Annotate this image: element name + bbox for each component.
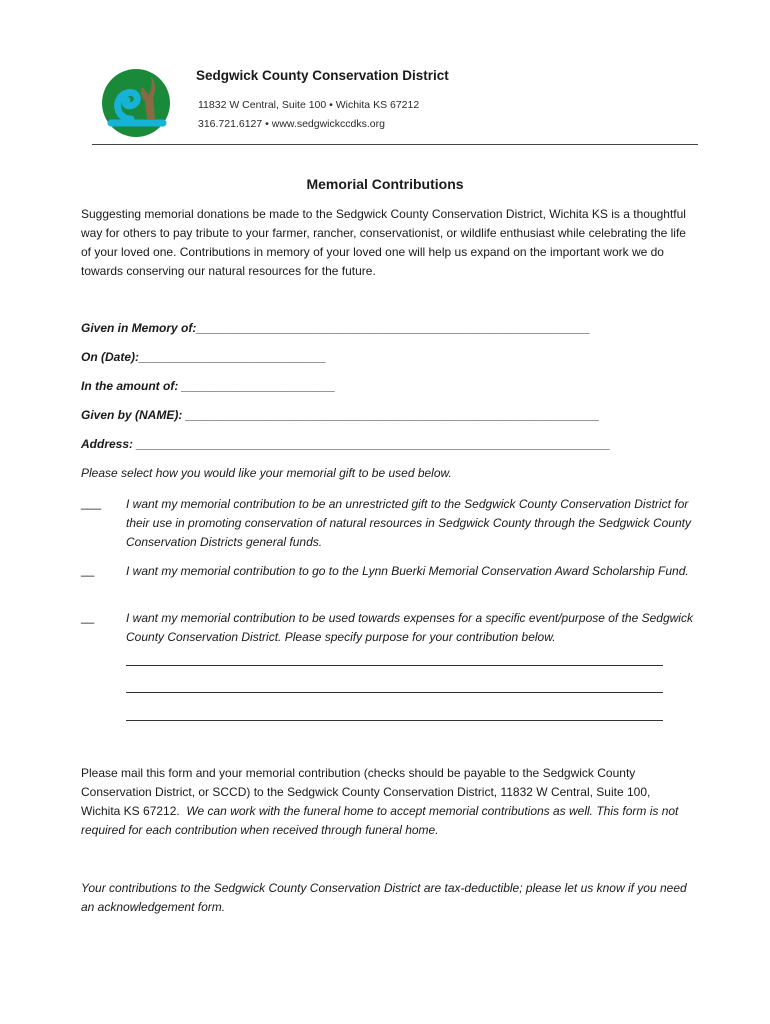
option-1-text: I want my memorial contribution to be an unrestricted gift to the Sedgwick County Conservation District for their use in promoting conservation of natural resources in Sedgwick County through the Sedgwick County Conservation Districts general funds. <box>126 497 691 549</box>
org-contact: 316.721.6127 • www.sedgwickccdks.org <box>198 118 385 130</box>
given-by-name-field[interactable]: Given by (NAME): ______________________________________________________________ <box>81 408 600 422</box>
option-2-text: I want my memorial contribution to go to the Lynn Buerki Memorial Conservation Award Scholarship Fund. <box>126 564 689 578</box>
mail-instructions-italic: We can work with the funeral home to accept memorial contributions as well. This form is not required for each contribution when received through funeral home. <box>81 804 679 837</box>
option-3-text: I want my memorial contribution to be used towards expenses for a specific event/purpose of the Sedgwick County Conservation District. Please specify purpose for your contribution below. <box>126 611 693 644</box>
purpose-line-1[interactable] <box>126 665 663 666</box>
option-1-checkbox[interactable]: ___ <box>81 496 102 510</box>
header-divider <box>92 144 698 145</box>
given-in-memory-field[interactable]: Given in Memory of:___________________________________________________________ <box>81 321 591 335</box>
tax-deductible-note: Your contributions to the Sedgwick County Conservation District are tax-deductible; please let us know if you need an acknowledgement form. <box>81 881 687 914</box>
page-title: Memorial Contributions <box>306 176 464 192</box>
selection-instructions: Please select how you would like your memorial gift to be used below. <box>81 466 452 480</box>
option-2-checkbox[interactable]: __ <box>81 563 95 577</box>
org-address: 11832 W Central, Suite 100 • Wichita KS 67212 <box>198 99 420 111</box>
mail-instructions-plain: Please mail this form and your memorial contribution (checks should be payable to the Sedgwick County Conservation District, or SCCD) to the Sedgwick County Conservation District, 11832 W Central, Suite 100, Wichita KS 67212. <box>81 766 651 818</box>
mail-instructions <box>81 764 693 840</box>
purpose-line-3[interactable] <box>126 720 663 721</box>
district-logo <box>101 67 171 139</box>
option-3-checkbox[interactable]: __ <box>81 610 95 624</box>
date-field[interactable]: On (Date):____________________________ <box>81 350 326 364</box>
amount-field[interactable]: In the amount of: _______________________ <box>81 379 336 393</box>
address-field[interactable]: Address: _______________________________________________________________________ <box>81 437 611 451</box>
org-name: Sedgwick County Conservation District <box>196 68 449 83</box>
purpose-line-2[interactable] <box>126 692 663 693</box>
intro-paragraph: Suggesting memorial donations be made to the Sedgwick County Conservation District, Wichita KS is a thoughtful way for others to pay tribute to your farmer, rancher, conservationist, or wildlife enthusiast while celebrating the life of your loved one. Contributions in memory of your loved one will help us expand on the important work we do towards conserving our natural resources for the future. <box>81 207 686 278</box>
